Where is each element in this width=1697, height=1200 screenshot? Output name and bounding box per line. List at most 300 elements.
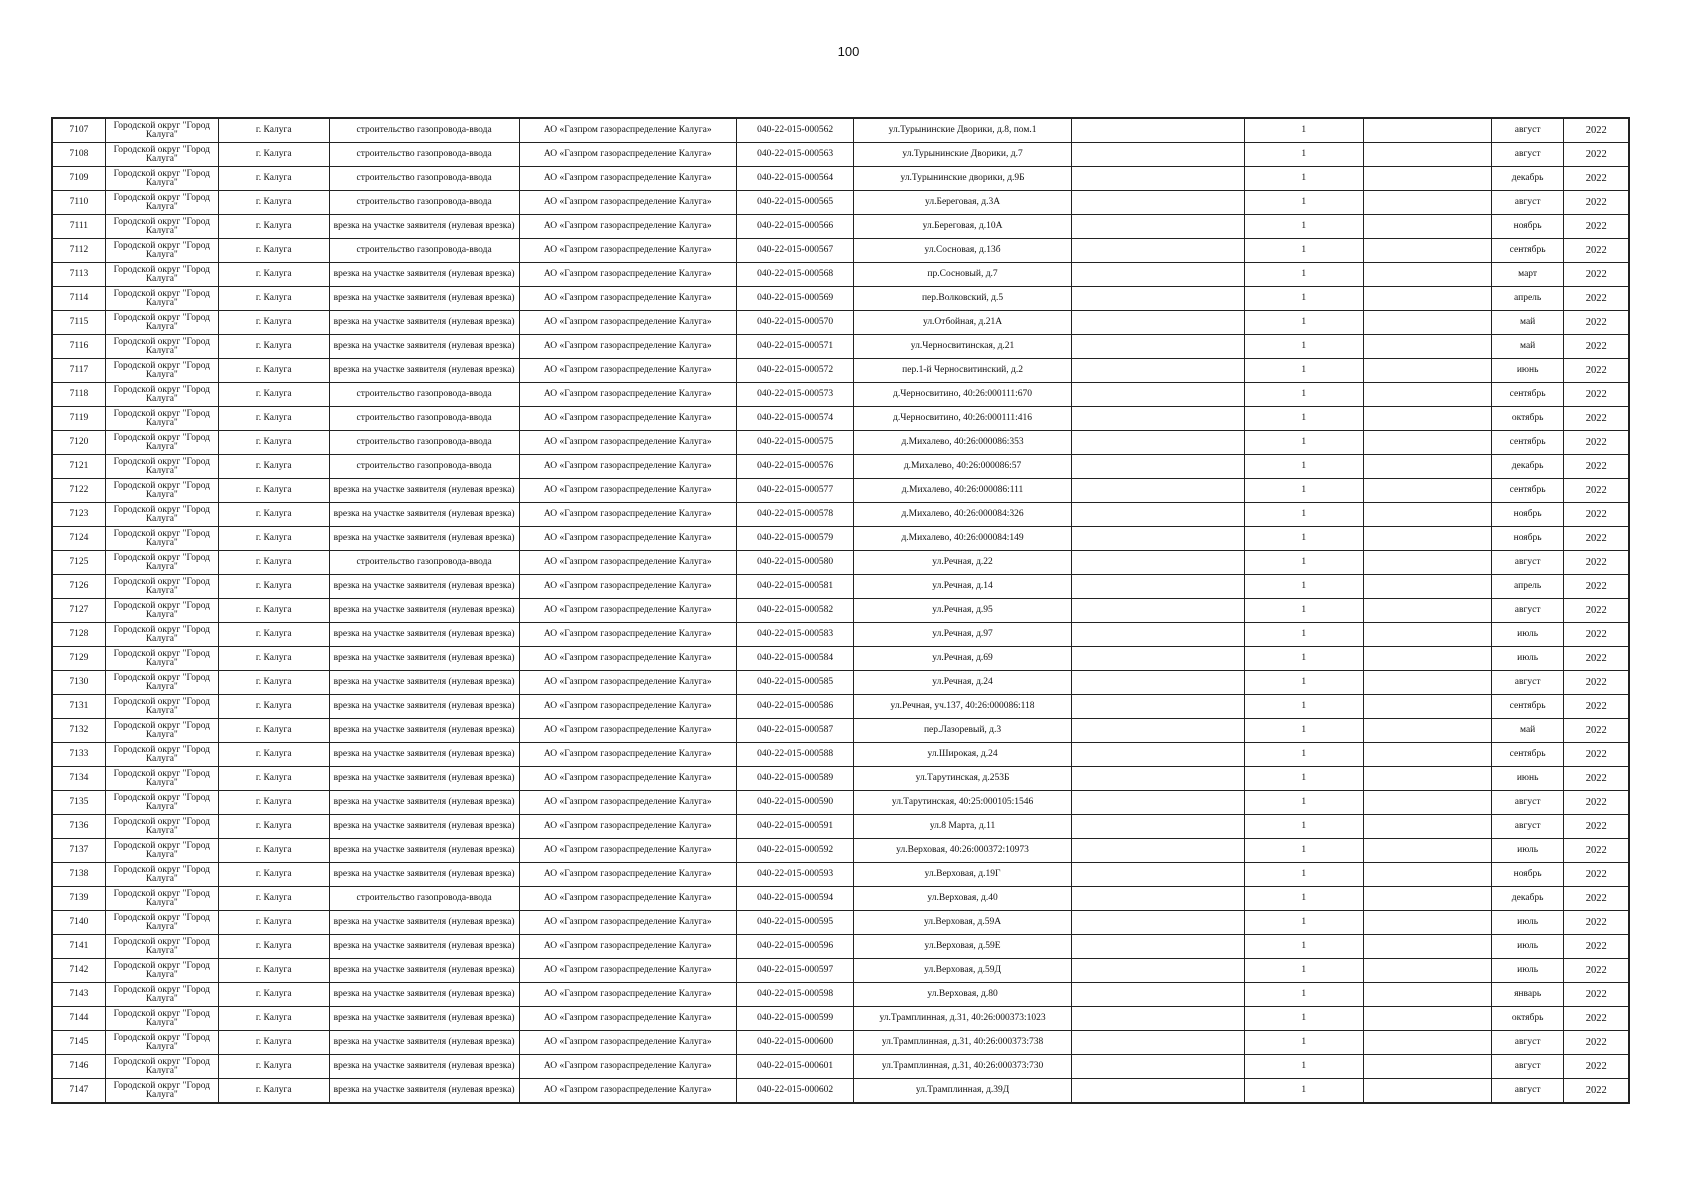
month-cell: июль (1491, 647, 1564, 671)
year-cell: 2022 (1564, 575, 1629, 599)
month-cell: октябрь (1491, 407, 1564, 431)
quantity-cell: 1 (1244, 118, 1363, 143)
empty-cell (1071, 215, 1244, 239)
year-cell: 2022 (1564, 815, 1629, 839)
city-cell: г. Калуга (218, 215, 329, 239)
company-cell: АО «Газпром газораспределение Калуга» (519, 743, 737, 767)
empty-cell (1071, 191, 1244, 215)
row-number-cell: 7114 (52, 287, 105, 311)
application-code-cell: 040-22-015-000568 (737, 263, 854, 287)
address-cell: ул.8 Марта, д.11 (854, 815, 1072, 839)
month-cell: август (1491, 551, 1564, 575)
application-code-cell: 040-22-015-000575 (737, 431, 854, 455)
company-cell: АО «Газпром газораспределение Калуга» (519, 791, 737, 815)
city-cell: г. Калуга (218, 1079, 329, 1104)
year-cell: 2022 (1564, 911, 1629, 935)
table-row (52, 479, 1629, 503)
empty-cell (1071, 479, 1244, 503)
year-cell: 2022 (1564, 647, 1629, 671)
address-cell: ул.Отбойная, д.21А (854, 311, 1072, 335)
empty-cell (1363, 383, 1491, 407)
company-cell: АО «Газпром газораспределение Калуга» (519, 647, 737, 671)
table-row (52, 263, 1629, 287)
company-cell: АО «Газпром газораспределение Калуга» (519, 935, 737, 959)
address-cell: ул.Тарутинская, 40:25:000105:1546 (854, 791, 1072, 815)
year-cell: 2022 (1564, 311, 1629, 335)
city-cell: г. Калуга (218, 431, 329, 455)
application-code-cell: 040-22-015-000569 (737, 287, 854, 311)
table-row (52, 599, 1629, 623)
company-cell: АО «Газпром газораспределение Калуга» (519, 431, 737, 455)
city-cell: г. Калуга (218, 743, 329, 767)
row-number-cell: 7128 (52, 623, 105, 647)
district-cell: Городской округ "Город Калуга" (105, 1031, 218, 1055)
month-cell: ноябрь (1491, 863, 1564, 887)
company-cell: АО «Газпром газораспределение Калуга» (519, 335, 737, 359)
application-code-cell: 040-22-015-000579 (737, 527, 854, 551)
empty-cell (1071, 407, 1244, 431)
row-number-cell: 7144 (52, 1007, 105, 1031)
table-row (52, 887, 1629, 911)
work-type-cell: врезка на участке заявителя (нулевая врезка) (329, 839, 519, 863)
company-cell: АО «Газпром газораспределение Калуга» (519, 527, 737, 551)
address-cell: д.Михалево, 40:26:000084:149 (854, 527, 1072, 551)
table-row (52, 743, 1629, 767)
city-cell: г. Калуга (218, 311, 329, 335)
empty-cell (1363, 695, 1491, 719)
month-cell: июнь (1491, 359, 1564, 383)
empty-cell (1071, 287, 1244, 311)
empty-cell (1071, 431, 1244, 455)
work-type-cell: врезка на участке заявителя (нулевая врезка) (329, 1007, 519, 1031)
address-cell: ул.Трамплинная, д.31, 40:26:000373:730 (854, 1055, 1072, 1079)
city-cell: г. Калуга (218, 647, 329, 671)
work-type-cell: врезка на участке заявителя (нулевая врезка) (329, 527, 519, 551)
row-number-cell: 7121 (52, 455, 105, 479)
empty-cell (1071, 887, 1244, 911)
address-cell: ул.Тарутинская, д.253Б (854, 767, 1072, 791)
empty-cell (1363, 743, 1491, 767)
month-cell: август (1491, 671, 1564, 695)
company-cell: АО «Газпром газораспределение Калуга» (519, 575, 737, 599)
address-cell: д.Михалево, 40:26:000086:57 (854, 455, 1072, 479)
city-cell: г. Калуга (218, 911, 329, 935)
row-number-cell: 7125 (52, 551, 105, 575)
application-code-cell: 040-22-015-000596 (737, 935, 854, 959)
empty-cell (1071, 551, 1244, 575)
table-row (52, 311, 1629, 335)
empty-cell (1363, 671, 1491, 695)
year-cell: 2022 (1564, 527, 1629, 551)
table-row (52, 1007, 1629, 1031)
address-cell: ул.Речная, д.95 (854, 599, 1072, 623)
empty-cell (1363, 599, 1491, 623)
city-cell: г. Калуга (218, 887, 329, 911)
company-cell: АО «Газпром газораспределение Калуга» (519, 695, 737, 719)
company-cell: АО «Газпром газораспределение Калуга» (519, 239, 737, 263)
application-code-cell: 040-22-015-000591 (737, 815, 854, 839)
year-cell: 2022 (1564, 191, 1629, 215)
district-cell: Городской округ "Город Калуга" (105, 887, 218, 911)
application-code-cell: 040-22-015-000574 (737, 407, 854, 431)
city-cell: г. Калуга (218, 263, 329, 287)
month-cell: июль (1491, 623, 1564, 647)
work-type-cell: врезка на участке заявителя (нулевая врезка) (329, 671, 519, 695)
table-row (52, 167, 1629, 191)
company-cell: АО «Газпром газораспределение Калуга» (519, 1031, 737, 1055)
month-cell: июнь (1491, 767, 1564, 791)
work-type-cell: врезка на участке заявителя (нулевая врезка) (329, 287, 519, 311)
application-code-cell: 040-22-015-000563 (737, 143, 854, 167)
month-cell: сентябрь (1491, 431, 1564, 455)
year-cell: 2022 (1564, 167, 1629, 191)
empty-cell (1363, 311, 1491, 335)
application-code-cell: 040-22-015-000564 (737, 167, 854, 191)
month-cell: декабрь (1491, 887, 1564, 911)
table-row (52, 503, 1629, 527)
city-cell: г. Калуга (218, 671, 329, 695)
empty-cell (1363, 575, 1491, 599)
city-cell: г. Калуга (218, 455, 329, 479)
work-type-cell: врезка на участке заявителя (нулевая врезка) (329, 767, 519, 791)
empty-cell (1071, 815, 1244, 839)
city-cell: г. Калуга (218, 335, 329, 359)
application-code-cell: 040-22-015-000597 (737, 959, 854, 983)
application-code-cell: 040-22-015-000586 (737, 695, 854, 719)
row-number-cell: 7126 (52, 575, 105, 599)
city-cell: г. Калуга (218, 479, 329, 503)
row-number-cell: 7109 (52, 167, 105, 191)
row-number-cell: 7145 (52, 1031, 105, 1055)
table-row (52, 1031, 1629, 1055)
district-cell: Городской округ "Город Калуга" (105, 959, 218, 983)
city-cell: г. Калуга (218, 959, 329, 983)
table-row (52, 551, 1629, 575)
work-type-cell: врезка на участке заявителя (нулевая врезка) (329, 911, 519, 935)
month-cell: август (1491, 599, 1564, 623)
company-cell: АО «Газпром газораспределение Калуга» (519, 215, 737, 239)
month-cell: апрель (1491, 575, 1564, 599)
empty-cell (1071, 143, 1244, 167)
company-cell: АО «Газпром газораспределение Калуга» (519, 719, 737, 743)
row-number-cell: 7146 (52, 1055, 105, 1079)
address-cell: ул.Трамплинная, д.39Д (854, 1079, 1072, 1104)
empty-cell (1363, 527, 1491, 551)
work-type-cell: врезка на участке заявителя (нулевая врезка) (329, 359, 519, 383)
address-cell: ул.Верховая, д.80 (854, 983, 1072, 1007)
year-cell: 2022 (1564, 383, 1629, 407)
city-cell: г. Калуга (218, 527, 329, 551)
empty-cell (1363, 118, 1491, 143)
company-cell: АО «Газпром газораспределение Калуга» (519, 455, 737, 479)
month-cell: июль (1491, 959, 1564, 983)
row-number-cell: 7122 (52, 479, 105, 503)
empty-cell (1363, 143, 1491, 167)
table-row (52, 767, 1629, 791)
year-cell: 2022 (1564, 719, 1629, 743)
quantity-cell: 1 (1244, 599, 1363, 623)
quantity-cell: 1 (1244, 719, 1363, 743)
work-type-cell: врезка на участке заявителя (нулевая врезка) (329, 719, 519, 743)
empty-cell (1363, 1055, 1491, 1079)
row-number-cell: 7124 (52, 527, 105, 551)
empty-cell (1071, 263, 1244, 287)
city-cell: г. Калуга (218, 863, 329, 887)
quantity-cell: 1 (1244, 407, 1363, 431)
table-row (52, 239, 1629, 263)
district-cell: Городской округ "Город Калуга" (105, 455, 218, 479)
row-number-cell: 7137 (52, 839, 105, 863)
district-cell: Городской округ "Город Калуга" (105, 815, 218, 839)
quantity-cell: 1 (1244, 287, 1363, 311)
month-cell: апрель (1491, 287, 1564, 311)
year-cell: 2022 (1564, 503, 1629, 527)
year-cell: 2022 (1564, 959, 1629, 983)
quantity-cell: 1 (1244, 263, 1363, 287)
year-cell: 2022 (1564, 1031, 1629, 1055)
work-type-cell: врезка на участке заявителя (нулевая врезка) (329, 311, 519, 335)
table-row (52, 431, 1629, 455)
company-cell: АО «Газпром газораспределение Калуга» (519, 1055, 737, 1079)
company-cell: АО «Газпром газораспределение Калуга» (519, 287, 737, 311)
company-cell: АО «Газпром газораспределение Калуга» (519, 959, 737, 983)
empty-cell (1071, 647, 1244, 671)
table-row (52, 935, 1629, 959)
empty-cell (1071, 743, 1244, 767)
year-cell: 2022 (1564, 143, 1629, 167)
year-cell: 2022 (1564, 1079, 1629, 1104)
address-cell: д.Михалево, 40:26:000086:111 (854, 479, 1072, 503)
month-cell: декабрь (1491, 455, 1564, 479)
row-number-cell: 7133 (52, 743, 105, 767)
quantity-cell: 1 (1244, 383, 1363, 407)
district-cell: Городской округ "Город Калуга" (105, 695, 218, 719)
year-cell: 2022 (1564, 599, 1629, 623)
district-cell: Городской округ "Город Калуга" (105, 983, 218, 1007)
quantity-cell: 1 (1244, 911, 1363, 935)
city-cell: г. Калуга (218, 767, 329, 791)
year-cell: 2022 (1564, 287, 1629, 311)
empty-cell (1071, 167, 1244, 191)
year-cell: 2022 (1564, 335, 1629, 359)
empty-cell (1363, 407, 1491, 431)
row-number-cell: 7112 (52, 239, 105, 263)
empty-cell (1363, 959, 1491, 983)
district-cell: Городской округ "Город Калуга" (105, 118, 218, 143)
quantity-cell: 1 (1244, 455, 1363, 479)
empty-cell (1071, 1031, 1244, 1055)
city-cell: г. Калуга (218, 118, 329, 143)
address-cell: пер.Волковский, д.5 (854, 287, 1072, 311)
empty-cell (1071, 503, 1244, 527)
work-type-cell: строительство газопровода-ввода (329, 431, 519, 455)
application-code-cell: 040-22-015-000578 (737, 503, 854, 527)
work-type-cell: строительство газопровода-ввода (329, 383, 519, 407)
city-cell: г. Калуга (218, 815, 329, 839)
application-code-cell: 040-22-015-000602 (737, 1079, 854, 1104)
table-row (52, 791, 1629, 815)
empty-cell (1071, 695, 1244, 719)
district-cell: Городской округ "Город Калуга" (105, 575, 218, 599)
quantity-cell: 1 (1244, 1079, 1363, 1104)
empty-cell (1363, 935, 1491, 959)
city-cell: г. Калуга (218, 359, 329, 383)
empty-cell (1071, 719, 1244, 743)
row-number-cell: 7142 (52, 959, 105, 983)
address-cell: пр.Сосновый, д.7 (854, 263, 1072, 287)
empty-cell (1071, 767, 1244, 791)
application-code-cell: 040-22-015-000577 (737, 479, 854, 503)
district-cell: Городской округ "Город Калуга" (105, 863, 218, 887)
city-cell: г. Калуга (218, 983, 329, 1007)
year-cell: 2022 (1564, 767, 1629, 791)
table-row (52, 407, 1629, 431)
table-row (52, 719, 1629, 743)
district-cell: Городской округ "Город Калуга" (105, 287, 218, 311)
table-row (52, 359, 1629, 383)
work-type-cell: строительство газопровода-ввода (329, 551, 519, 575)
work-type-cell: врезка на участке заявителя (нулевая врезка) (329, 335, 519, 359)
quantity-cell: 1 (1244, 623, 1363, 647)
application-code-cell: 040-22-015-000566 (737, 215, 854, 239)
empty-cell (1071, 1007, 1244, 1031)
district-cell: Городской округ "Город Калуга" (105, 191, 218, 215)
application-code-cell: 040-22-015-000580 (737, 551, 854, 575)
row-number-cell: 7141 (52, 935, 105, 959)
year-cell: 2022 (1564, 695, 1629, 719)
district-cell: Городской округ "Город Калуга" (105, 335, 218, 359)
company-cell: АО «Газпром газораспределение Калуга» (519, 671, 737, 695)
year-cell: 2022 (1564, 791, 1629, 815)
work-type-cell: врезка на участке заявителя (нулевая врезка) (329, 263, 519, 287)
empty-cell (1363, 791, 1491, 815)
month-cell: март (1491, 263, 1564, 287)
city-cell: г. Калуга (218, 551, 329, 575)
work-type-cell: строительство газопровода-ввода (329, 191, 519, 215)
empty-cell (1363, 215, 1491, 239)
work-type-cell: врезка на участке заявителя (нулевая врезка) (329, 1055, 519, 1079)
row-number-cell: 7147 (52, 1079, 105, 1104)
row-number-cell: 7113 (52, 263, 105, 287)
year-cell: 2022 (1564, 407, 1629, 431)
year-cell: 2022 (1564, 479, 1629, 503)
month-cell: август (1491, 815, 1564, 839)
empty-cell (1363, 983, 1491, 1007)
work-type-cell: врезка на участке заявителя (нулевая врезка) (329, 983, 519, 1007)
company-cell: АО «Газпром газораспределение Калуга» (519, 383, 737, 407)
empty-cell (1363, 887, 1491, 911)
year-cell: 2022 (1564, 359, 1629, 383)
district-cell: Городской округ "Город Калуга" (105, 431, 218, 455)
district-cell: Городской округ "Город Калуга" (105, 1007, 218, 1031)
empty-cell (1363, 359, 1491, 383)
empty-cell (1363, 431, 1491, 455)
empty-cell (1363, 1007, 1491, 1031)
quantity-cell: 1 (1244, 887, 1363, 911)
month-cell: январь (1491, 983, 1564, 1007)
company-cell: АО «Газпром газораспределение Калуга» (519, 623, 737, 647)
company-cell: АО «Газпром газораспределение Калуга» (519, 191, 737, 215)
quantity-cell: 1 (1244, 791, 1363, 815)
table-row (52, 383, 1629, 407)
year-cell: 2022 (1564, 887, 1629, 911)
year-cell: 2022 (1564, 239, 1629, 263)
empty-cell (1071, 455, 1244, 479)
quantity-cell: 1 (1244, 239, 1363, 263)
year-cell: 2022 (1564, 743, 1629, 767)
row-number-cell: 7134 (52, 767, 105, 791)
month-cell: июль (1491, 839, 1564, 863)
empty-cell (1363, 239, 1491, 263)
empty-cell (1071, 671, 1244, 695)
quantity-cell: 1 (1244, 1031, 1363, 1055)
application-code-cell: 040-22-015-000585 (737, 671, 854, 695)
empty-cell (1363, 911, 1491, 935)
quantity-cell: 1 (1244, 959, 1363, 983)
company-cell: АО «Газпром газораспределение Калуга» (519, 815, 737, 839)
application-code-cell: 040-22-015-000584 (737, 647, 854, 671)
empty-cell (1071, 383, 1244, 407)
district-cell: Городской округ "Город Калуга" (105, 167, 218, 191)
district-cell: Городской округ "Город Калуга" (105, 743, 218, 767)
table-row (52, 118, 1629, 143)
empty-cell (1071, 1055, 1244, 1079)
district-cell: Городской округ "Город Калуга" (105, 911, 218, 935)
district-cell: Городской округ "Город Калуга" (105, 143, 218, 167)
empty-cell (1071, 575, 1244, 599)
table-row (52, 911, 1629, 935)
year-cell: 2022 (1564, 431, 1629, 455)
application-code-cell: 040-22-015-000587 (737, 719, 854, 743)
gas-connection-register-table (51, 117, 1630, 1104)
company-cell: АО «Газпром газораспределение Калуга» (519, 311, 737, 335)
empty-cell (1363, 287, 1491, 311)
district-cell: Городской округ "Город Калуга" (105, 503, 218, 527)
quantity-cell: 1 (1244, 215, 1363, 239)
empty-cell (1071, 623, 1244, 647)
quantity-cell: 1 (1244, 311, 1363, 335)
row-number-cell: 7136 (52, 815, 105, 839)
district-cell: Городской округ "Город Калуга" (105, 407, 218, 431)
company-cell: АО «Газпром газораспределение Калуга» (519, 118, 737, 143)
row-number-cell: 7107 (52, 118, 105, 143)
empty-cell (1363, 1031, 1491, 1055)
empty-cell (1363, 647, 1491, 671)
month-cell: ноябрь (1491, 527, 1564, 551)
district-cell: Городской округ "Город Калуга" (105, 623, 218, 647)
city-cell: г. Калуга (218, 239, 329, 263)
quantity-cell: 1 (1244, 503, 1363, 527)
row-number-cell: 7138 (52, 863, 105, 887)
district-cell: Городской округ "Город Калуга" (105, 599, 218, 623)
quantity-cell: 1 (1244, 671, 1363, 695)
address-cell: ул.Речная, д.14 (854, 575, 1072, 599)
empty-cell (1363, 623, 1491, 647)
month-cell: сентябрь (1491, 383, 1564, 407)
work-type-cell: врезка на участке заявителя (нулевая врезка) (329, 695, 519, 719)
quantity-cell: 1 (1244, 191, 1363, 215)
application-code-cell: 040-22-015-000572 (737, 359, 854, 383)
year-cell: 2022 (1564, 935, 1629, 959)
year-cell: 2022 (1564, 983, 1629, 1007)
city-cell: г. Калуга (218, 287, 329, 311)
work-type-cell: врезка на участке заявителя (нулевая врезка) (329, 647, 519, 671)
row-number-cell: 7135 (52, 791, 105, 815)
table-row (52, 815, 1629, 839)
address-cell: ул.Трамплинная, д.31, 40:26:000373:738 (854, 1031, 1072, 1055)
work-type-cell: строительство газопровода-ввода (329, 167, 519, 191)
district-cell: Городской округ "Город Калуга" (105, 215, 218, 239)
